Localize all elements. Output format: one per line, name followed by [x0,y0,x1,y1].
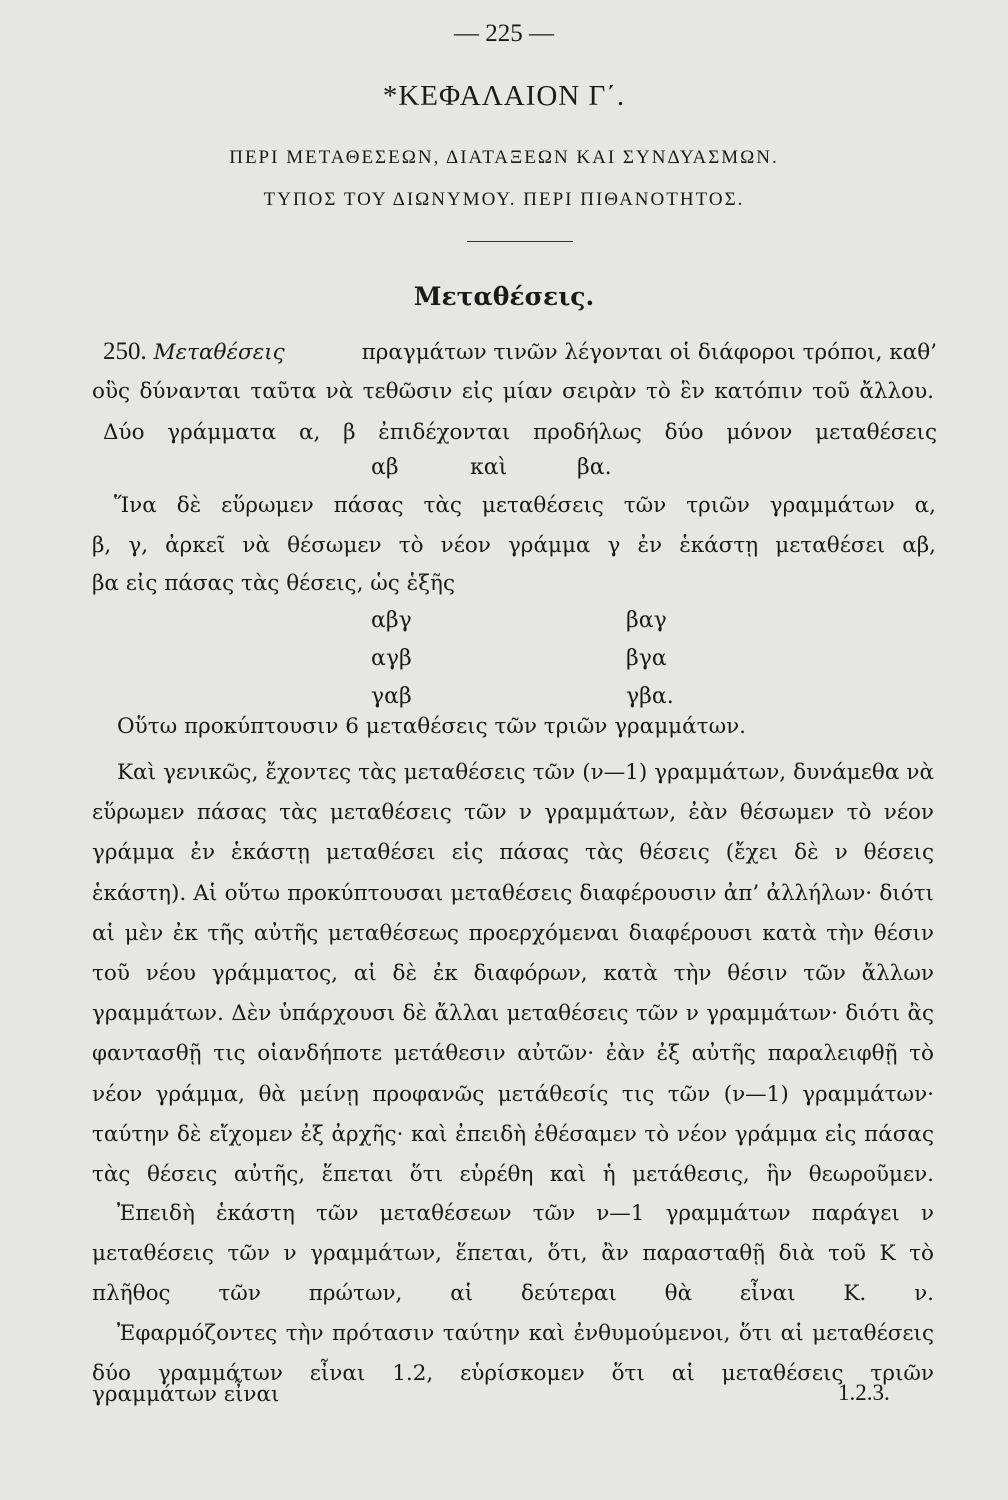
last-line-text: γραμμάτων εἶναι [92,1382,280,1407]
permutation-left-2: αγβ [371,646,412,671]
para-ina-line-3: βα εἰς πάσας τὰς θέσεις, ὡς ἑξῆς [92,571,455,596]
permutation-left-1: αβγ [371,608,412,633]
section-title: Μεταθέσεις. [413,282,595,311]
para-250-line-2: οὓς δύνανται ταῦτα νὰ τεθῶσιν εἰς μίαν σειρὰν τὸ ἓν κατόπιν τοῦ ἄλλου. [92,379,934,404]
para-kai-genikos: Καὶ γενικῶς, ἔχοντες τὰς μεταθέσεις τῶν (ν—1) γραμμάτων, δυνάμεθα νὰ εὕρωμεν πάσας τὰς μεταθέσεις τῶν ν γραμμάτων, ἐὰν θέσωμεν τὸ νέον γράμμα ἐν ἑκάστῃ μεταθέσει εἰς πάσας τὰς θέσεις (ἔχει δὲ ν θέσεις ἑκάστη). Αἱ οὕτω προκύπτουσαι μεταθέσεις διαφέρουσιν ἀπ’ ἀλλήλων· διότι αἱ μὲν ἐκ τῆς αὐτῆς μεταθέσεως προερχόμεναι διαφέρουσι κατὰ τὴν θέσιν τοῦ νέου γράμματος, αἱ δὲ ἐκ διαφόρων, κατὰ τὴν θέσιν τῶν ἄλλων γραμμάτων. Δὲν ὑπάρχουσι δὲ ἄλλαι μεταθέσεις τῶν ν γραμμάτων· διότι ἂς φαντασθῇ τις οἱανδήποτε μετάθεσιν αὐτῶν· ἐὰν ἐξ αὐτῆς παραλειφθῇ τὸ νέον γράμμα, θὰ μείνῃ προφανῶς μετάθεσίς τις τῶν (ν—1) γραμμάτων· ταύτην δὲ εἴχομεν ἐξ ἀρχῆς· καὶ ἐπειδὴ ἐθέσαμεν τὸ νέον γράμμα εἰς πάσας τὰς θέσεις αὐτῆς, ἕπεται ὅτι εὑρέθη καὶ ἡ μετάθεσις, ἣν θεωροῦμεν. [92,760,934,1188]
defined-term: Μεταθέσεις [153,340,285,365]
conjunction-kai: καὶ [470,455,508,480]
permutation-right-3: γβα. [626,684,674,709]
para-epeidi: Ἐπειδὴ ἑκάστη τῶν μεταθέσεων τῶν ν—1 γραμμάτων παράγει ν μεταθέσεις τῶν ν γραμμάτων, ἕπεται, ὅτι, ἂν παρασταθῇ διὰ τοῦ Κ τὸ πλῆθος τῶν πρώτων, αἱ δεύτεραι θὰ εἶναι Κ. ν. [92,1201,934,1307]
title-divider [467,241,573,242]
permutation-ab: αβ [371,455,399,480]
formula-1-2-3: 1.2.3. [838,1380,890,1405]
chapter-title: *ΚΕΦΑΛΑΙΟΝ Γ΄. [382,80,626,112]
para-250-line-1-text: πραγμάτων τινῶν λέγονται οἱ διάφοροι τρόποι, καθ’ [361,340,937,365]
para-ina-line-1: Ἵνα δὲ εὕρωμεν πάσας τὰς μεταθέσεις τῶν τριῶν γραμμάτων α, [114,493,936,518]
permutation-ba: βα. [577,455,612,480]
chapter-subtitle-2: ΤΥΠΟΣ ΤΟΥ ΔΙΩΝΥΜΟΥ. ΠΕΡΙ ΠΙΘΑΝΟΤΗΤΟΣ. [263,189,745,210]
para-250-line-3: Δύο γράμματα α, β ἐπιδέχονται προδήλως δύο μόνον μεταθέσεις [103,420,937,445]
page-number: — 225 — [454,20,554,47]
para-outo: Οὕτω προκύπτουσιν 6 μεταθέσεις τῶν τριῶν γραμμάτων. [117,714,747,739]
permutation-right-1: βαγ [626,608,667,633]
para-efarmozontes: Ἐφαρμόζοντες τὴν πρότασιν ταύτην καὶ ἐνθυμούμενοι, ὅτι αἱ μεταθέσεις δύο γραμμάτων εἶναι 1.2, εὑρίσκομεν ὅτι αἱ μεταθέσεις τριῶν [92,1321,934,1387]
permutation-right-2: βγα [626,646,667,671]
permutation-left-3: γαβ [371,684,412,709]
paragraph-number: 250. [103,338,147,365]
para-250-line-1 [103,338,937,366]
chapter-subtitle-1: ΠΕΡΙ ΜΕΤΑΘΕΣΕΩΝ, ΔΙΑΤΑΞΕΩΝ ΚΑΙ ΣΥΝΔΥΑΣΜΩΝ. [229,147,779,168]
para-ina-line-2: β, γ, ἀρκεῖ νὰ θέσωμεν τὸ νέον γράμμα γ ἐν ἑκάστῃ μεταθέσει αβ, [92,533,936,558]
